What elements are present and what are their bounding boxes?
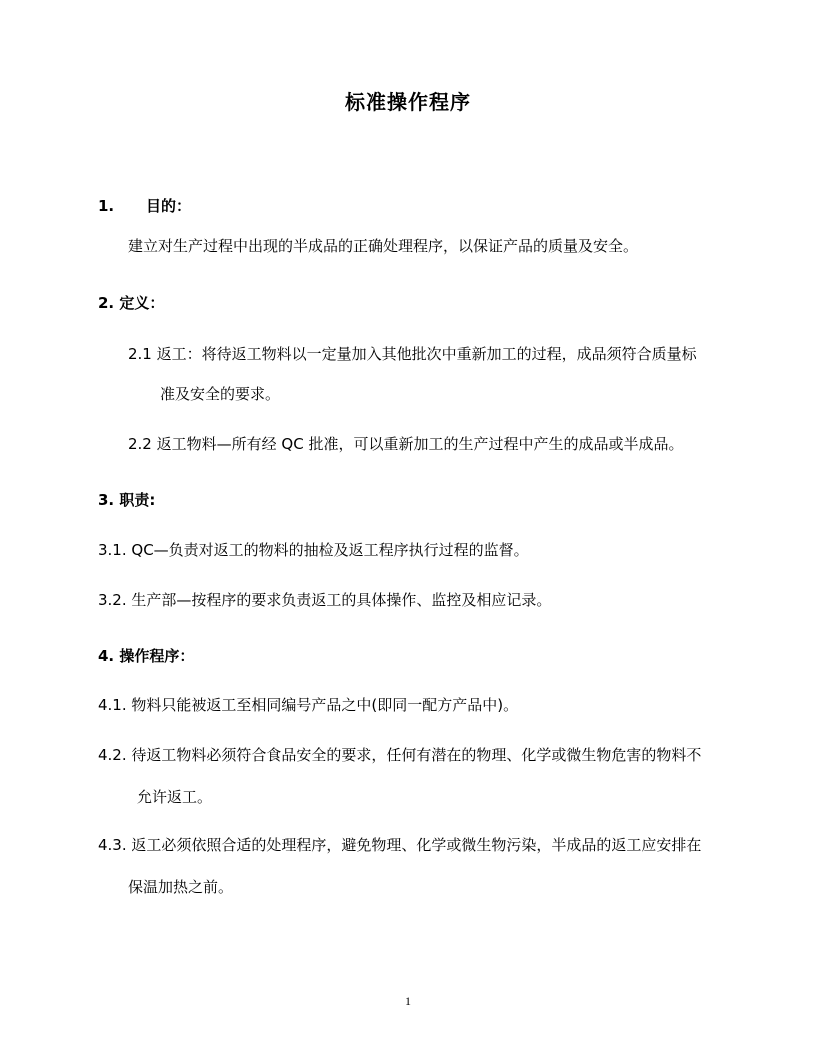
section2-heading: 2. 定义： (98, 294, 165, 312)
section4-item1: 4.1. 物料只能被返工至相同编号产品之中(即同一配方产品中)。 (98, 696, 519, 714)
section3-heading: 3. 职责: (98, 491, 156, 509)
section1-number: 1. (98, 197, 115, 215)
section1-heading: 目的： (146, 197, 192, 215)
page-title: 标准操作程序 (345, 90, 471, 114)
section2-item1-line1: 2.1 返工：将待返工物料以一定量加入其他批次中重新加工的过程，成品须符合质量标 (128, 345, 697, 363)
section4-item2-line2: 允许返工。 (137, 788, 213, 806)
section4-heading: 4. 操作程序： (98, 647, 195, 665)
section1-body: 建立对生产过程中出现的半成品的正确处理程序，以保证产品的质量及安全。 (128, 237, 639, 255)
section3-item2: 3.2. 生产部—按程序的要求负责返工的具体操作、监控及相应记录。 (98, 591, 552, 609)
section4-item3-line2: 保温加热之前。 (128, 878, 234, 896)
section4-item2-line1: 4.2. 待返工物料必须符合食品安全的要求，任何有潜在的物理、化学或微生物危害的物料不 (98, 746, 702, 764)
section4-item3-line1: 4.3. 返工必须依照合适的处理程序，避免物理、化学或微生物污染，半成品的返工应安排在 (98, 836, 702, 854)
page-number: 1 (405, 994, 411, 1008)
section3-item1: 3.1. QC—负责对返工的物料的抽检及返工程序执行过程的监督。 (98, 541, 529, 559)
section2-item2: 2.2 返工物料—所有经 QC 批准，可以重新加工的生产过程中产生的成品或半成品。 (128, 435, 684, 453)
section2-item1-line2: 准及安全的要求。 (160, 385, 281, 403)
